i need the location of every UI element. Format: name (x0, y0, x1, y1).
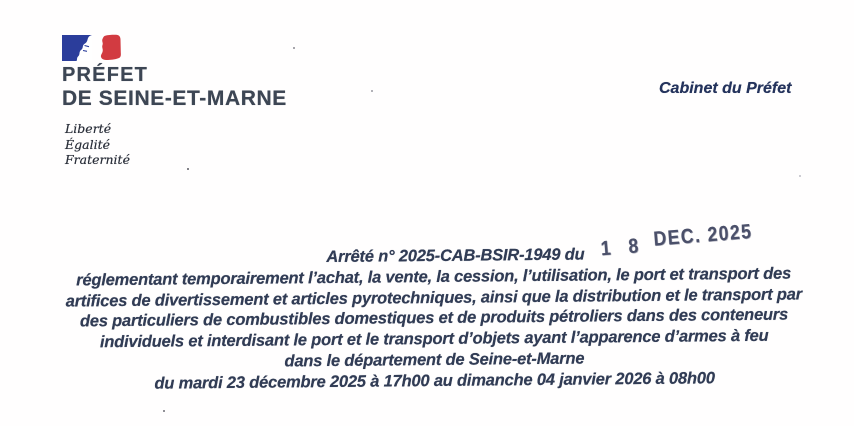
decree-title-line: artifices de divertissement et articles pyrotechniques, ainsi que la distribution et le transport par (65, 285, 802, 311)
decree-department-line: dans le département de Seine-et-Marne (284, 349, 585, 371)
french-republic-flag-logo-icon (62, 31, 124, 63)
stamp-month-year: DEC. 2025 (652, 220, 754, 252)
office-name: Cabinet du Préfet (659, 80, 792, 97)
decree-title-line: réglementant temporairement l’achat, la vente, la cession, l’utilisation, le port et transport des (76, 264, 792, 290)
letterhead-department-name: DE SEINE-ET-MARNE (62, 87, 287, 110)
decree-title-line: des particuliers de combustibles domestiques et de produits pétroliers dans des conteneurs (79, 305, 789, 331)
decree-title-line: individuels et interdisant le port et le transport d’objets ayant l’apparence d’armes à feu (99, 326, 769, 352)
scan-speck (799, 175, 801, 177)
scan-speck (187, 168, 189, 170)
decree-period-line: du mardi 23 décembre 2025 à 17h00 au dimanche 04 janvier 2026 à 08h00 (154, 369, 715, 393)
scan-speck (293, 47, 295, 49)
motto-liberte: Liberté (65, 121, 112, 136)
logo-red-panel (101, 35, 121, 60)
decree-title-block (23, 220, 844, 395)
motto-egalite: Égalité (65, 136, 110, 152)
scan-speck (163, 410, 165, 412)
decree-number-line: Arrêté n° 2025-CAB-BSIR-1949 du (326, 245, 585, 267)
republic-motto (65, 121, 130, 168)
scan-speck (371, 90, 373, 92)
letterhead-prefet-title: PRÉFET (62, 64, 149, 86)
motto-fraternite: Fraternité (65, 152, 130, 167)
stamp-day: 1 8 (599, 234, 646, 261)
